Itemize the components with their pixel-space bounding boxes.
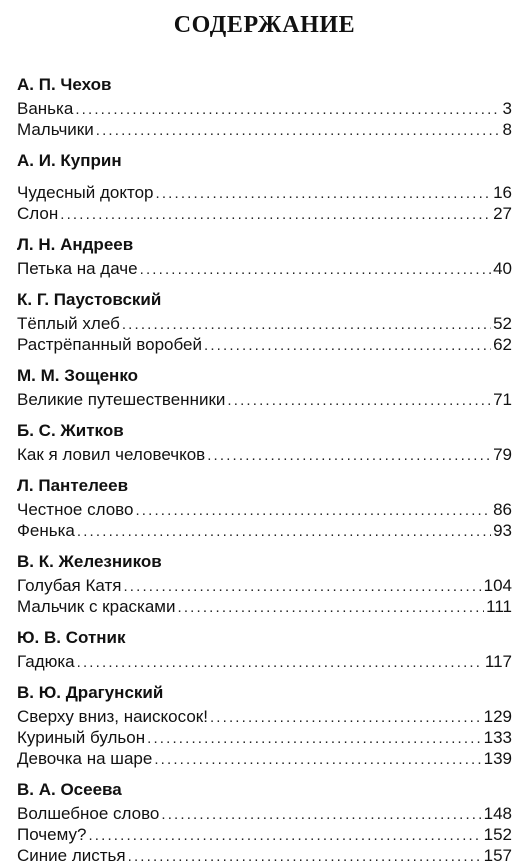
- author-heading: Б. С. Житков: [17, 421, 124, 440]
- toc-entry[interactable]: [17, 444, 512, 465]
- toc-entry[interactable]: [17, 499, 512, 520]
- entry-title: Слон: [17, 204, 59, 223]
- toc-entry[interactable]: [17, 803, 512, 824]
- entry-title: Ванька: [17, 99, 74, 118]
- toc-list: [17, 74, 512, 866]
- entry-title: Куриный бульон: [17, 728, 146, 747]
- toc-section: [17, 234, 512, 279]
- toc-entry[interactable]: [17, 748, 512, 769]
- toc-entry[interactable]: [17, 824, 512, 845]
- entry-page-number: 86: [493, 500, 512, 519]
- author-heading: М. М. Зощенко: [17, 366, 138, 385]
- author-heading: В. К. Железников: [17, 552, 162, 571]
- entry-title: Петька на даче: [17, 259, 138, 278]
- toc-section: [17, 627, 512, 672]
- toc-entry[interactable]: [17, 651, 512, 672]
- toc-section: [17, 365, 512, 410]
- author-heading: Л. Пантелеев: [17, 476, 129, 495]
- entry-title: Девочка на шаре: [17, 749, 153, 768]
- toc-entry[interactable]: [17, 98, 512, 119]
- dot-leader: [60, 204, 491, 225]
- entry-title: Великие путешественники: [17, 390, 226, 409]
- entry-title: Растрёпанный воробей: [17, 335, 202, 354]
- author-heading: А. П. Чехов: [17, 75, 112, 94]
- entry-page-number: 40: [493, 259, 512, 278]
- toc-section: [17, 289, 512, 355]
- entry-page-number: 104: [483, 576, 512, 595]
- dot-leader: [123, 576, 481, 597]
- toc-entry[interactable]: [17, 845, 512, 866]
- dot-leader: [207, 445, 491, 466]
- toc-entry[interactable]: [17, 575, 512, 596]
- author-heading: В. Ю. Драгунский: [17, 683, 164, 702]
- author-heading: Ю. В. Сотник: [17, 628, 126, 647]
- entry-page-number: 129: [483, 707, 512, 726]
- entry-page-number: 139: [483, 749, 512, 768]
- toc-section: [17, 420, 512, 465]
- dot-leader: [122, 314, 491, 335]
- author-heading: Л. Н. Андреев: [17, 235, 134, 254]
- dot-leader: [161, 804, 481, 825]
- entry-title: Чудесный доктор: [17, 183, 154, 202]
- toc-entry[interactable]: [17, 520, 512, 541]
- entry-page-number: 157: [483, 846, 512, 865]
- entry-title: Тёплый хлеб: [17, 314, 120, 333]
- dot-leader: [204, 335, 491, 356]
- entry-title: Почему?: [17, 825, 87, 844]
- entry-title: Мальчики: [17, 120, 94, 139]
- entry-page-number: 111: [486, 597, 512, 616]
- dot-leader: [75, 99, 500, 120]
- dot-leader: [177, 597, 484, 618]
- dot-leader: [227, 390, 491, 411]
- toc-entry[interactable]: [17, 203, 512, 224]
- entry-title: Гадюка: [17, 652, 75, 671]
- entry-page-number: 8: [502, 120, 512, 139]
- dot-leader: [140, 259, 491, 280]
- toc-entry[interactable]: [17, 182, 512, 203]
- toc-entry[interactable]: [17, 596, 512, 617]
- dot-leader: [210, 707, 482, 728]
- toc-entry[interactable]: [17, 119, 512, 140]
- entry-page-number: 3: [502, 99, 512, 118]
- toc-entry[interactable]: [17, 258, 512, 279]
- entry-page-number: 71: [493, 390, 512, 409]
- entry-title: Как я ловил человечков: [17, 445, 206, 464]
- toc-entry[interactable]: [17, 313, 512, 334]
- dot-leader: [154, 749, 481, 770]
- entry-page-number: 117: [484, 652, 512, 671]
- entry-title: Фенька: [17, 521, 75, 540]
- dot-leader: [155, 183, 491, 204]
- entry-title: Сверху вниз, наискосок!: [17, 707, 208, 726]
- toc-section: [17, 475, 512, 541]
- entry-title: Честное слово: [17, 500, 134, 519]
- author-heading: А. И. Куприн: [17, 151, 122, 170]
- author-heading: В. А. Осеева: [17, 780, 122, 799]
- toc-section: [17, 74, 512, 140]
- toc-entry[interactable]: [17, 389, 512, 410]
- entry-page-number: 52: [493, 314, 512, 333]
- dot-leader: [96, 120, 501, 141]
- toc-section: [17, 779, 512, 866]
- page-title: СОДЕРЖАНИЕ: [173, 12, 356, 38]
- toc-section: [17, 551, 512, 617]
- dot-leader: [77, 521, 491, 542]
- entry-page-number: 152: [483, 825, 512, 844]
- dot-leader: [147, 728, 482, 749]
- entry-title: Голубая Катя: [17, 576, 122, 595]
- entry-page-number: 79: [493, 445, 512, 464]
- entry-page-number: 16: [493, 183, 512, 202]
- toc-section: [17, 150, 512, 224]
- entry-page-number: 148: [483, 804, 512, 823]
- dot-leader: [77, 652, 483, 673]
- toc-section: [17, 682, 512, 769]
- entry-page-number: 62: [493, 335, 512, 354]
- toc-entry[interactable]: [17, 334, 512, 355]
- author-heading: К. Г. Паустовский: [17, 290, 162, 309]
- toc-entry[interactable]: [17, 706, 512, 727]
- dot-leader: [128, 846, 482, 867]
- toc-entry[interactable]: [17, 727, 512, 748]
- entry-page-number: 27: [493, 204, 512, 223]
- entry-page-number: 93: [493, 521, 512, 540]
- entry-title: Мальчик с красками: [17, 597, 176, 616]
- entry-title: Синие листья: [17, 846, 126, 865]
- dot-leader: [135, 500, 491, 521]
- entry-title: Волшебное слово: [17, 804, 160, 823]
- entry-page-number: 133: [483, 728, 512, 747]
